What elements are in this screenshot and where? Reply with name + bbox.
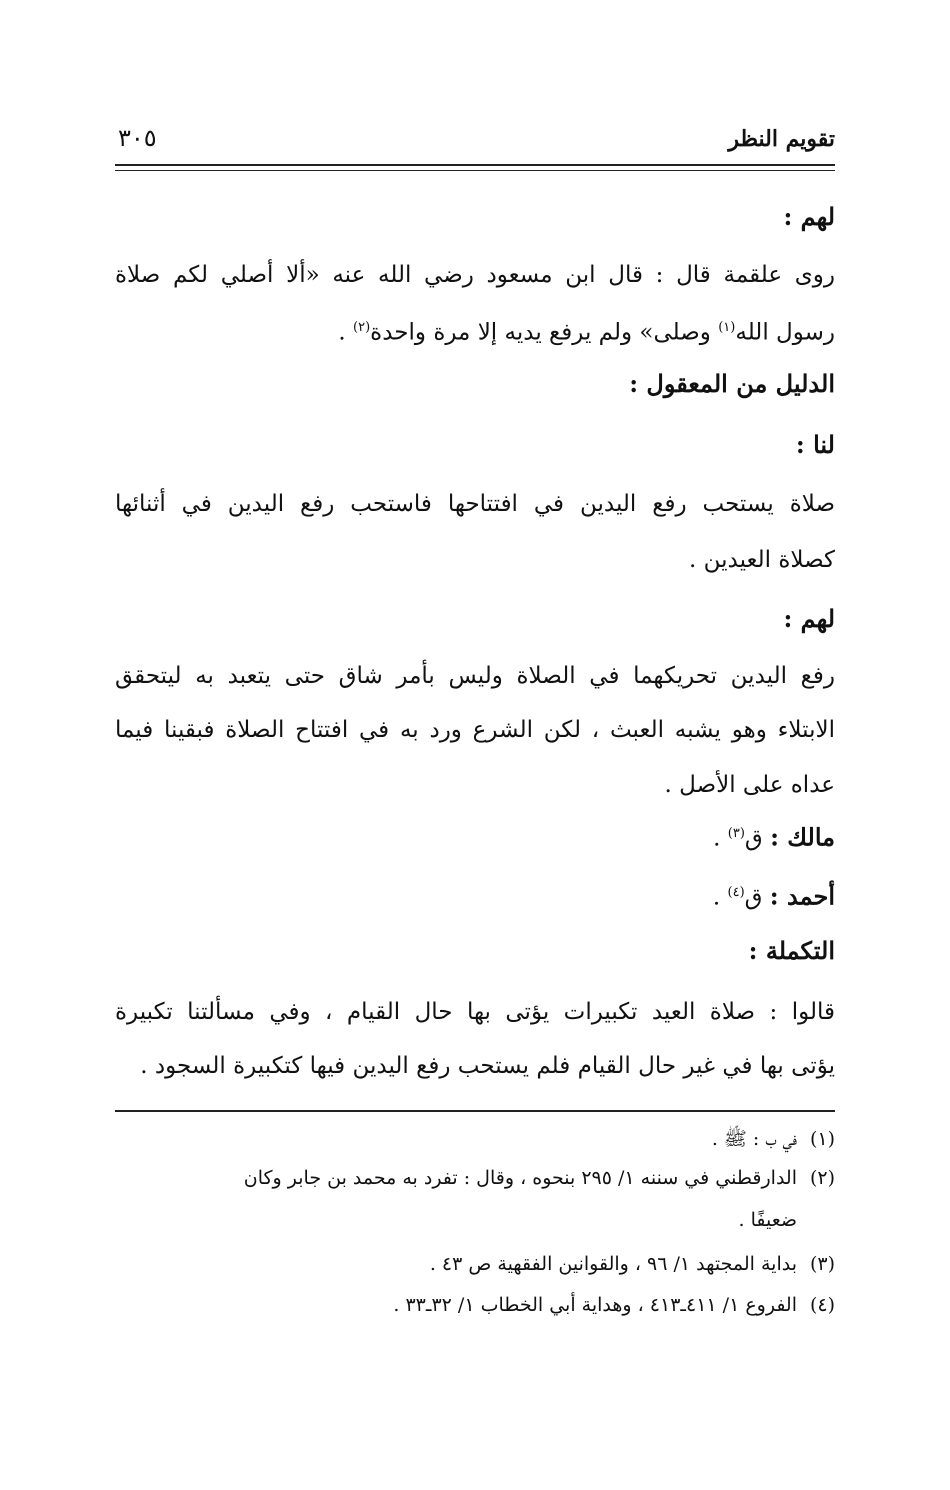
- footnote-text: الفروع ١/ ٤١١ـ٤١٣ ، وهداية أبي الخطاب ١/ ٣٢ـ٣٣ .: [393, 1294, 797, 1316]
- footnote-text: ضعيفًا .: [738, 1209, 797, 1231]
- footnote-3: [115, 1250, 835, 1278]
- paragraph-line: كصلاة العيدين .: [688, 547, 835, 573]
- footnote-2-continuation: [77, 1206, 797, 1234]
- text-span: ق: [744, 825, 771, 852]
- text-span: .: [712, 884, 728, 911]
- paragraph-line: الابتلاء وهو يشبه العبث ، لكن الشرع ورد به في افتتاح الصلاة فبقينا فيما: [115, 717, 835, 743]
- paragraph-line: يؤتى بها في غير حال القيام فلم يستحب رفع اليدين فيها كتكبيرة السجود .: [140, 1053, 835, 1079]
- ahmad-line: [115, 876, 835, 915]
- heading-takmila: التكملة :: [748, 936, 835, 965]
- heading-lahum-1: لهم :: [783, 202, 835, 231]
- page-number: ٣٠٥: [118, 124, 157, 152]
- text-span: وصلى» ولم يرفع يديه إلا مرة واحدة: [370, 319, 719, 346]
- paragraph-line: قالوا : صلاة العيد تكبيرات يؤتى بها حال القيام ، وفي مسألتنا تكبيرة: [115, 999, 835, 1025]
- footnote-text: بداية المجتهد ١/ ٩٦ ، والقوانين الفقهية ص ٤٣ .: [429, 1253, 797, 1275]
- footnote-ref: (٤): [727, 885, 745, 900]
- footnote-2: [115, 1164, 835, 1192]
- footnote-text: في ب : ﷺ .: [711, 1128, 797, 1150]
- footnote-number: (١): [809, 1128, 835, 1150]
- heading-lahum-2: لهم :: [783, 604, 835, 633]
- footnote-number: (٤): [809, 1294, 835, 1316]
- text-span: ق: [744, 884, 770, 911]
- paragraph-line: رفع اليدين تحريكهما في الصلاة وليس بأمر شاق حتى يتعبد به ليتحقق: [115, 663, 835, 689]
- footnote-number: (٢): [809, 1167, 835, 1189]
- paragraph-line: روى علقمة قال : قال ابن مسعود رضي الله عنه «ألا أصلي لكم صلاة: [115, 262, 835, 288]
- footnote-ref: (١): [718, 320, 736, 335]
- heading-rational-evidence: الدليل من المعقول :: [629, 369, 835, 398]
- footnote-text: الدارقطني في سننه ١/ ٢٩٥ بنحوه ، وقال : تفرد به محمد بن جابر وكان: [243, 1167, 797, 1189]
- paragraph-line: [115, 311, 835, 350]
- running-header-title: تقويم النظر: [728, 126, 835, 152]
- footnote-4: [115, 1291, 835, 1319]
- malik-label: مالك :: [770, 822, 835, 852]
- footnote-separator: [115, 1110, 835, 1112]
- footnote-ref: (٣): [727, 826, 745, 841]
- text-span: رسول الله: [735, 319, 835, 346]
- footnote-ref: (٢): [353, 320, 371, 335]
- paragraph-line: صلاة يستحب رفع اليدين في افتتاحها فاستحب رفع اليدين في أثنائها: [115, 491, 835, 517]
- footnote-number: (٣): [809, 1253, 835, 1275]
- header-rule-thick: [115, 164, 835, 166]
- text-span: .: [338, 319, 354, 346]
- text-span: .: [713, 825, 728, 852]
- heading-lana: لنا :: [795, 430, 835, 459]
- paragraph-line: عداه على الأصل .: [664, 772, 835, 798]
- footnote-1: [115, 1125, 835, 1153]
- malik-line: [115, 817, 835, 856]
- ahmad-label: أحمد :: [769, 881, 835, 911]
- header-rule-thin: [115, 170, 835, 171]
